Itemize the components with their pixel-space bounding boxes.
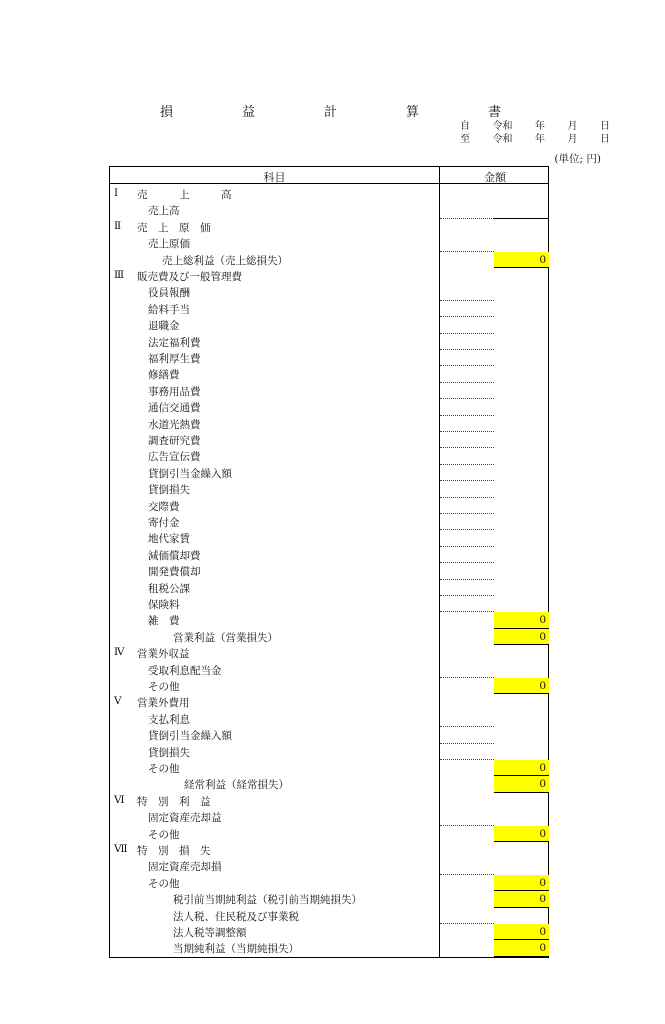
section-number: Ⅰ <box>114 187 119 199</box>
table-row <box>110 891 548 907</box>
table-row <box>110 481 548 497</box>
row-label: 固定資産売却益 <box>148 812 222 825</box>
table-row <box>110 826 548 842</box>
table-row <box>110 235 548 251</box>
table-row <box>110 744 548 760</box>
row-label: 売 上 高 <box>137 189 232 201</box>
table-row <box>110 448 548 464</box>
period-to-era: 令和 <box>492 134 513 145</box>
table-row <box>110 498 548 514</box>
row-label: 販売費及び一般管理費 <box>137 271 242 283</box>
table-row <box>110 793 548 809</box>
row-label: 調査研究費 <box>148 435 201 447</box>
computed-amount: 0 <box>494 826 549 842</box>
table-row <box>110 678 548 694</box>
row-label: 売上高 <box>148 205 180 218</box>
row-label: その他 <box>148 681 180 693</box>
row-label: 当期純利益（当期純損失） <box>173 943 299 956</box>
row-label: 事務用品費 <box>148 385 201 398</box>
period-from-year: 年 <box>535 121 545 132</box>
row-label: 特 別 利 益 <box>137 795 211 808</box>
table-row <box>110 842 548 858</box>
computed-amount: 0 <box>494 940 549 956</box>
computed-amount: 0 <box>494 252 549 268</box>
computed-amount: 0 <box>494 678 549 694</box>
table-row <box>110 219 548 235</box>
row-label: 法人税、住民税及び事業税 <box>173 910 299 923</box>
row-label: 給料手当 <box>148 303 190 316</box>
row-label: 売上総利益（売上総損失） <box>162 254 288 267</box>
row-label: 交際費 <box>148 500 180 513</box>
income-statement-table <box>109 166 549 958</box>
row-label: その他 <box>148 763 180 775</box>
period-from-day: 日 <box>600 121 610 132</box>
table-row <box>110 645 548 661</box>
row-label: 寄付金 <box>148 517 180 529</box>
table-row <box>110 317 548 333</box>
row-label: 通信交通費 <box>148 402 201 415</box>
row-label: 固定資産売却損 <box>148 861 222 874</box>
table-row <box>110 711 548 727</box>
section-number: Ⅶ <box>114 843 128 855</box>
table-row <box>110 432 548 448</box>
row-label: 売上原価 <box>148 238 190 251</box>
table-row <box>110 940 548 956</box>
table-row <box>110 514 548 530</box>
table-row <box>110 202 548 218</box>
row-label: 貸倒損失 <box>148 746 190 759</box>
section-number: Ⅳ <box>114 646 125 659</box>
section-number: Ⅴ <box>114 695 122 708</box>
table-row <box>110 924 548 940</box>
header-amount: 金額 <box>484 171 506 184</box>
header-item: 科目 <box>263 171 286 184</box>
table-row <box>110 776 548 792</box>
row-label: 貸倒損失 <box>148 484 190 497</box>
table-row <box>110 301 548 317</box>
row-label: 退職金 <box>148 320 180 333</box>
row-label: 営業外費用 <box>137 697 190 710</box>
computed-amount: 0 <box>494 924 549 940</box>
row-label: その他 <box>148 877 180 890</box>
row-label: 経常利益（経常損失） <box>184 779 289 792</box>
row-label: 支払利息 <box>148 713 190 726</box>
table-row <box>110 334 548 350</box>
table-row <box>110 760 548 776</box>
period-from-prefix: 自 <box>460 121 470 132</box>
table-header <box>110 167 548 184</box>
row-label: 開発費償却 <box>148 566 201 579</box>
row-label: 受取利息配当金 <box>148 664 222 677</box>
row-label: 売 上 原 価 <box>137 221 211 234</box>
row-label: 営業利益（営業損失） <box>173 631 278 644</box>
table-row <box>110 530 548 546</box>
table-row <box>110 252 548 268</box>
row-label: 減価償却費 <box>148 549 201 562</box>
computed-amount: 0 <box>494 612 549 628</box>
computed-amount: 0 <box>494 776 549 792</box>
row-label: 福利厚生費 <box>148 353 201 365</box>
computed-amount: 0 <box>494 891 549 907</box>
table-row <box>110 268 548 284</box>
table-row <box>110 612 548 628</box>
table-row <box>110 858 548 874</box>
row-label: 役員報酬 <box>148 287 190 300</box>
row-label: 雑 費 <box>148 615 180 628</box>
period-to-year: 年 <box>535 134 545 145</box>
row-label: 貸倒引当金繰入額 <box>148 730 232 743</box>
period-to-day: 日 <box>600 134 610 145</box>
table-row <box>110 366 548 382</box>
row-label: 特 別 損 失 <box>137 845 211 857</box>
computed-amount: 0 <box>494 629 549 645</box>
table-row <box>110 875 548 891</box>
table-row <box>110 629 548 645</box>
row-label: 修繕費 <box>148 369 180 382</box>
row-label: 営業外収益 <box>137 648 190 661</box>
table-row <box>110 596 548 612</box>
table-row <box>110 809 548 825</box>
table-row <box>110 186 548 202</box>
section-number: Ⅲ <box>114 269 125 281</box>
table-row <box>110 416 548 432</box>
row-label: 貸倒引当金繰入額 <box>148 467 232 480</box>
section-number: Ⅱ <box>114 219 122 232</box>
row-label: 租税公課 <box>148 582 190 595</box>
row-label: 税引前当期純利益（税引前当期純損失） <box>173 894 362 907</box>
table-row <box>110 284 548 300</box>
row-label: 法定福利費 <box>148 336 201 349</box>
table-row <box>110 563 548 579</box>
row-label: 水道光熱費 <box>148 418 201 431</box>
unit-label: (単位; 円) <box>554 153 601 165</box>
period-from-era: 令和 <box>492 121 513 132</box>
period-from-month: 月 <box>567 121 578 132</box>
period-to <box>460 130 610 145</box>
period-to-month: 月 <box>567 134 578 145</box>
computed-amount: 0 <box>494 875 549 891</box>
row-label: 法人税等調整額 <box>173 927 247 939</box>
table-row <box>110 908 548 924</box>
row-label: その他 <box>148 828 180 841</box>
table-row <box>110 662 548 678</box>
table-row <box>110 383 548 399</box>
table-row <box>110 727 548 743</box>
table-row <box>110 694 548 710</box>
section-number: Ⅵ <box>114 793 125 806</box>
row-label: 保険料 <box>148 599 180 611</box>
period-to-prefix: 至 <box>460 134 470 145</box>
row-label: 地代家賃 <box>148 533 190 546</box>
computed-amount: 0 <box>494 760 549 776</box>
table-row <box>110 399 548 415</box>
row-label: 広告宣伝費 <box>148 451 201 464</box>
table-row <box>110 465 548 481</box>
table-row <box>110 580 548 596</box>
table-row <box>110 350 548 366</box>
page-title: 損 益 計 算 書 <box>159 105 529 120</box>
table-row <box>110 547 548 563</box>
